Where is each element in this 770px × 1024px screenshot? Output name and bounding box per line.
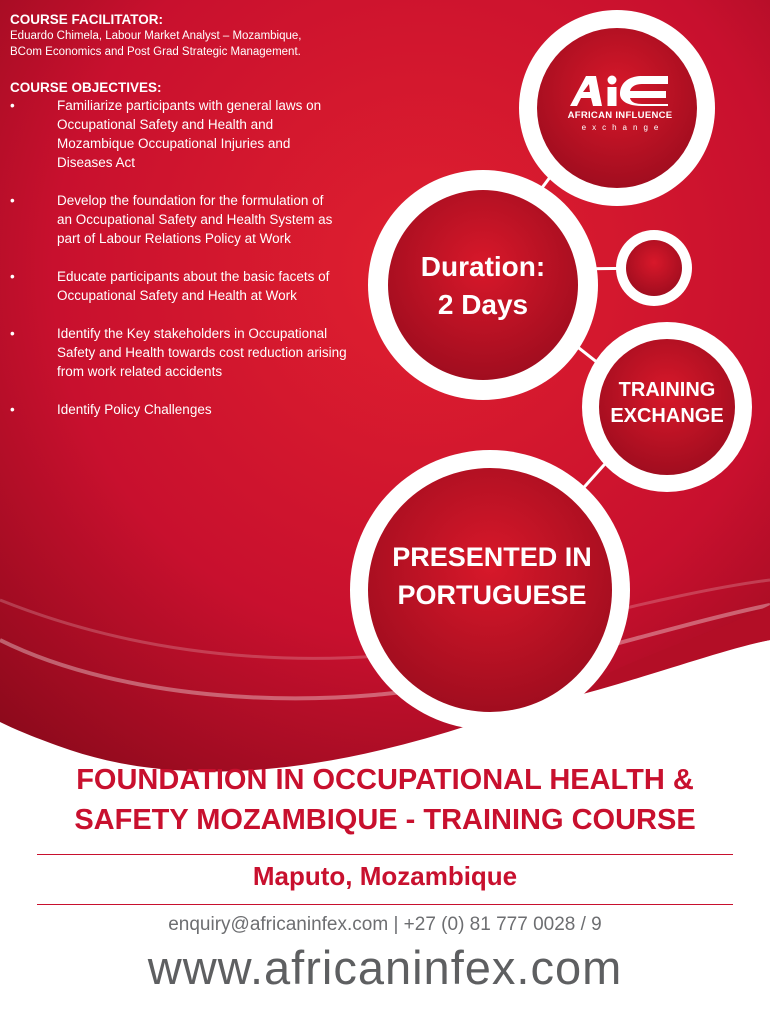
- objective-text: Develop the foundation for the formulation of an Occupational Safety and Health System as part of Labour Relations Policy at Work: [57, 193, 333, 246]
- divider-bottom: [37, 904, 733, 905]
- duration-line-2: 2 Days: [437, 289, 529, 320]
- objectives-list: [10, 96, 355, 419]
- objective-text: Educate participants about the basic facets of Occupational Safety and Health at Work: [57, 269, 330, 303]
- website-url[interactable]: www.africaninfex.com: [147, 941, 623, 994]
- facilitator-heading: COURSE FACILITATOR:: [10, 12, 163, 27]
- course-location: Maputo, Mozambique: [252, 861, 518, 891]
- objective-item: [10, 267, 357, 305]
- course-title-line-1: FOUNDATION IN OCCUPATIONAL HEALTH &: [76, 764, 694, 796]
- duration-label: [393, 248, 573, 324]
- logo-subtitle: exchange: [581, 123, 665, 132]
- bullet-icon: •: [10, 326, 15, 341]
- objective-text: Familiarize participants with general laws on Occupational Safety and Health and Mozambique Occupational Injuries and Diseases Act: [57, 98, 322, 170]
- aie-logo: [560, 72, 680, 132]
- contact-info: enquiry@africaninfex.com | +27 (0) 81 777 0028 / 9: [168, 914, 602, 935]
- bullet-icon: •: [10, 98, 15, 113]
- duration-line-1: Duration:: [420, 251, 546, 282]
- logo-name: AFRICAN INFLUENCE: [567, 110, 673, 121]
- training-line-2: EXCHANGE: [610, 405, 724, 427]
- presented-label: [372, 538, 612, 614]
- objective-item: [10, 191, 342, 248]
- course-title-line-2: SAFETY MOZAMBIQUE - TRAINING COURSE: [74, 804, 696, 836]
- facilitator-line-2: BCom Economics and Post Grad Strategic Management.: [10, 46, 301, 58]
- presented-line-2: PORTUGUESE: [397, 580, 587, 610]
- objective-text: Identify Policy Challenges: [57, 402, 212, 417]
- aie-logo-mark-icon: [568, 72, 672, 108]
- objective-item: [10, 324, 357, 381]
- small-circle: [626, 240, 682, 296]
- facilitator-line-1: Eduardo Chimela, Labour Market Analyst – Mozambique,: [10, 30, 302, 42]
- bullet-icon: •: [10, 193, 15, 208]
- course-title: [0, 760, 770, 840]
- objective-item: [10, 400, 347, 419]
- divider-top: [37, 854, 733, 855]
- training-line-1: TRAINING: [618, 379, 716, 401]
- objectives-heading: COURSE OBJECTIVES:: [10, 80, 162, 95]
- bullet-icon: •: [10, 402, 15, 417]
- objective-item: [10, 96, 347, 172]
- bullet-icon: •: [10, 269, 15, 284]
- presented-line-1: PRESENTED IN: [392, 542, 592, 572]
- training-exchange-label: [597, 377, 737, 429]
- objective-text: Identify the Key stakeholders in Occupational Safety and Health towards cost reduction arising from work related accidents: [57, 326, 347, 379]
- left-info-column: [10, 12, 355, 419]
